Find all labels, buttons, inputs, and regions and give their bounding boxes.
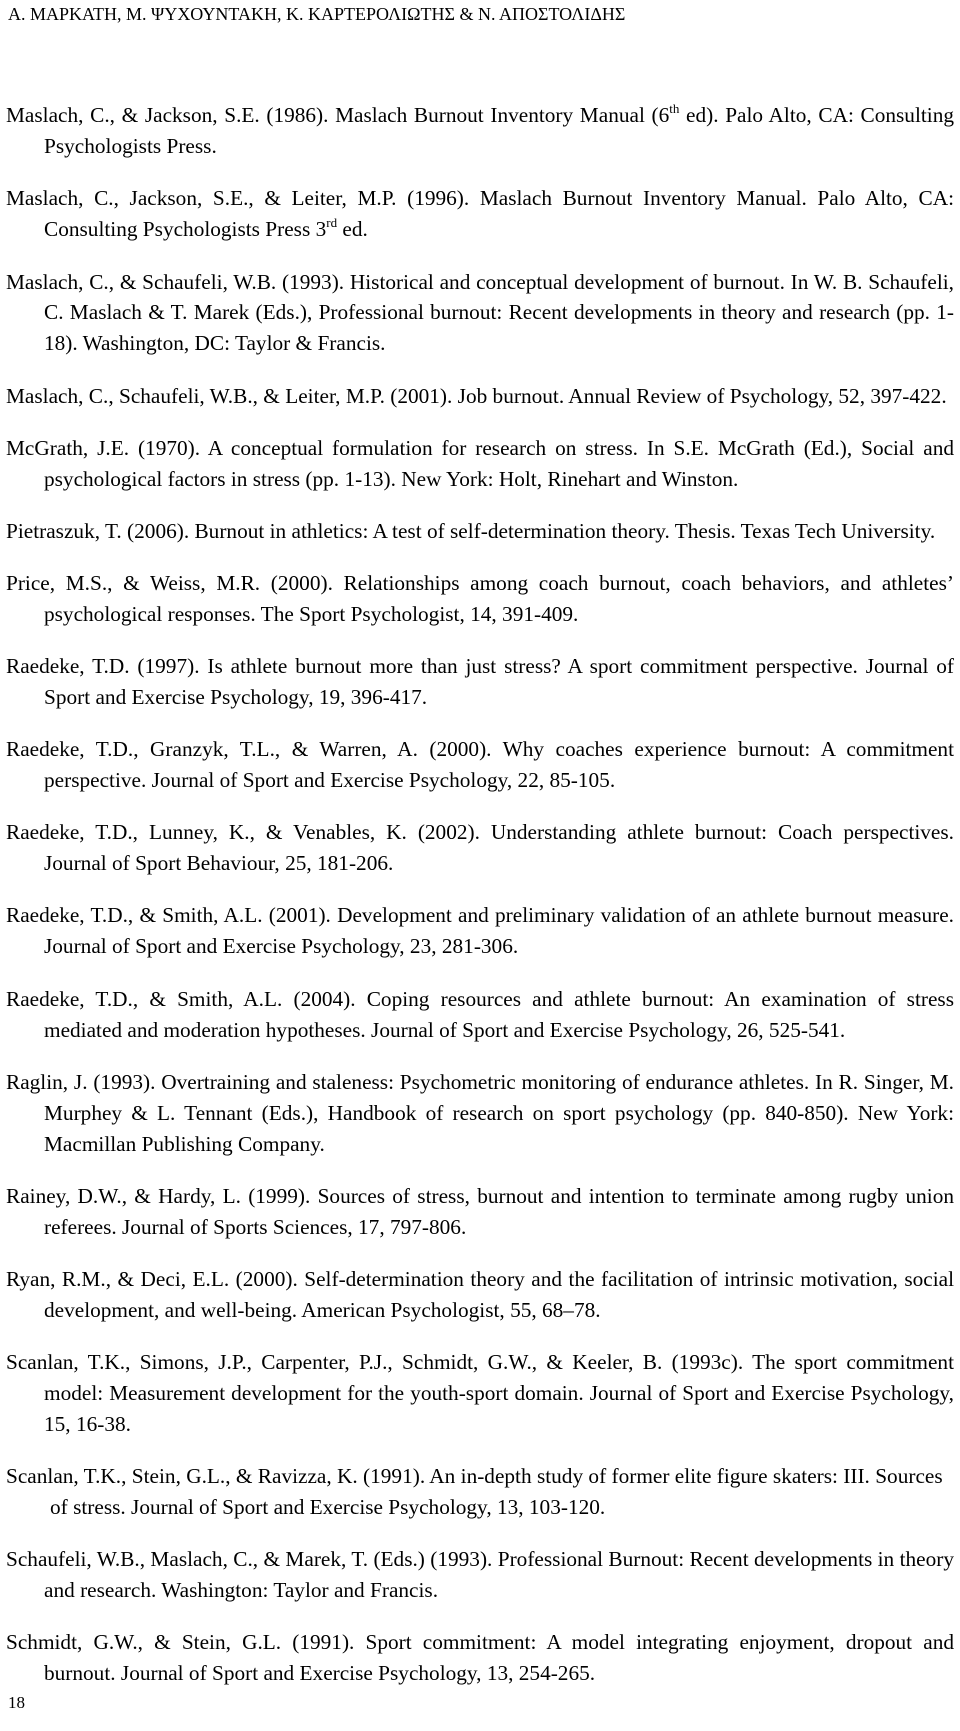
ordinal-suffix: rd [326,215,338,231]
reference-text: Maslach, C., & Jackson, S.E. (1986). Maslach Burnout Inventory Manual (6 [6,103,670,128]
reference-text: ed). Palo Alto, CA: Consulting Psychologists Press. [44,103,954,159]
reference-ryan-deci-2000: Ryan, R.M., & Deci, E.L. (2000). Self-determination theory and the facilitation of intrinsic motivation, social development, and well-being. American Psychologist, 55, 68–78. [6,1266,954,1322]
reference-text: Maslach, C., Jackson, S.E., & Leiter, M.P. (1996). Maslach Burnout Inventory Manual. Palo Alto, CA: Consulting Psychologists Press 3 [6,186,954,242]
reference-raedeke-1997: Raedeke, T.D. (1997). Is athlete burnout more than just stress? A sport commitment perspective. Journal of Sport and Exercise Psychology, 19, 396-417. [6,654,954,710]
page-number: 18 [8,1693,25,1712]
reference-schmidt-stein-1991: Schmidt, G.W., & Stein, G.L. (1991). Sport commitment: A model integrating enjoyment, dropout and burnout. Journal of Sport and Exercise Psychology, 13, 254-265. [6,1630,954,1686]
reference-schaufeli-maslach-marek-1993: Schaufeli, W.B., Maslach, C., & Marek, T. (Eds.) (1993). Professional Burnout: Recent developments in theory and research. Washington: Taylor and Francis. [6,1547,954,1602]
running-header: Α. ΜΑΡΚΑΤΗ, Μ. ΨΥΧΟΥΝΤΑΚΗ, Κ. ΚΑΡΤΕΡΟΛΙΩΤΗΣ & Ν. ΑΠΟΣΤΟΛΙΔΗΣ [8,4,626,24]
reference-maslach-schaufeli-leiter-2001: Maslach, C., Schaufeli, W.B., & Leiter, M.P. (2001). Job burnout. Annual Review of Psychology, 52, 397-422. [6,383,947,408]
reference-scanlan-simons-1993: Scanlan, T.K., Simons, J.P., Carpenter, P.J., Schmidt, G.W., & Keeler, B. (1993c). The sport commitment model: Measurement development for the youth-sport domain. Journal of Sport and Exercise Psychology, 15, 16-38. [6,1349,954,1436]
reference-maslach-jackson-1986 [6,100,954,162]
reference-list [6,79,954,1710]
reference-price-weiss-2000: Price, M.S., & Weiss, M.R. (2000). Relationships among coach burnout, coach behaviors, and athletes’ psychological responses. The Sport Psychologist, 14, 391-409. [6,571,954,626]
reference-text: ed. [337,217,368,242]
reference-rainey-hardy-1999: Rainey, D.W., & Hardy, L. (1999). Sources of stress, burnout and intention to terminate among rugby union referees. Journal of Sports Sciences, 17, 797-806. [6,1183,954,1239]
reference-raedeke-smith-2004: Raedeke, T.D., & Smith, A.L. (2004). Coping resources and athlete burnout: An examination of stress mediated and moderation hypotheses. Journal of Sport and Exercise Psychology, 26, 525-541. [6,986,954,1042]
reference-pietraszuk-2006: Pietraszuk, T. (2006). Burnout in athletics: A test of self-determination theory. Thesis. Texas Tech University. [6,518,936,543]
reference-raglin-1993: Raglin, J. (1993). Overtraining and staleness: Psychometric monitoring of endurance athletes. In R. Singer, M. Murphey & L. Tennant (Eds.), Handbook of research on sport psychology (pp. 840-850). New York: Macmillan Publishing Company. [6,1069,954,1156]
ordinal-suffix: th [669,101,680,117]
reference-maslach-jackson-leiter-1996 [6,183,954,245]
reference-mcgrath-1970: McGrath, J.E. (1970). A conceptual formulation for research on stress. In S.E. McGrath (Ed.), Social and psychological factors in stress (pp. 1-13). New York: Holt, Rinehart and Winston. [6,435,954,491]
reference-raedeke-smith-2001: Raedeke, T.D., & Smith, A.L. (2001). Development and preliminary validation of an athlete burnout measure. Journal of Sport and Exercise Psychology, 23, 281-306. [6,903,954,959]
reference-maslach-schaufeli-1993: Maslach, C., & Schaufeli, W.B. (1993). Historical and conceptual development of burnout. In W. B. Schaufeli, C. Maslach & T. Marek (Eds.), Professional burnout: Recent developments in theory and research (pp. 1-18). Washington, DC: Taylor & Francis. [6,269,954,356]
reference-raedeke-granzyk-warren-2000: Raedeke, T.D., Granzyk, T.L., & Warren, A. (2000). Why coaches experience burnout: A commitment perspective. Journal of Sport and Exercise Psychology, 22, 85-105. [6,737,954,793]
reference-scanlan-stein-ravizza-1991: Scanlan, T.K., Stein, G.L., & Ravizza, K. (1991). An in-depth study of former elite figure skaters: III. Sources of stress. Journal of Sport and Exercise Psychology, 13, 103-120. [6,1463,943,1519]
reference-raedeke-lunney-venables-2002: Raedeke, T.D., Lunney, K., & Venables, K. (2002). Understanding athlete burnout: Coach perspectives. Journal of Sport Behaviour, 25, 181-206. [6,820,954,876]
